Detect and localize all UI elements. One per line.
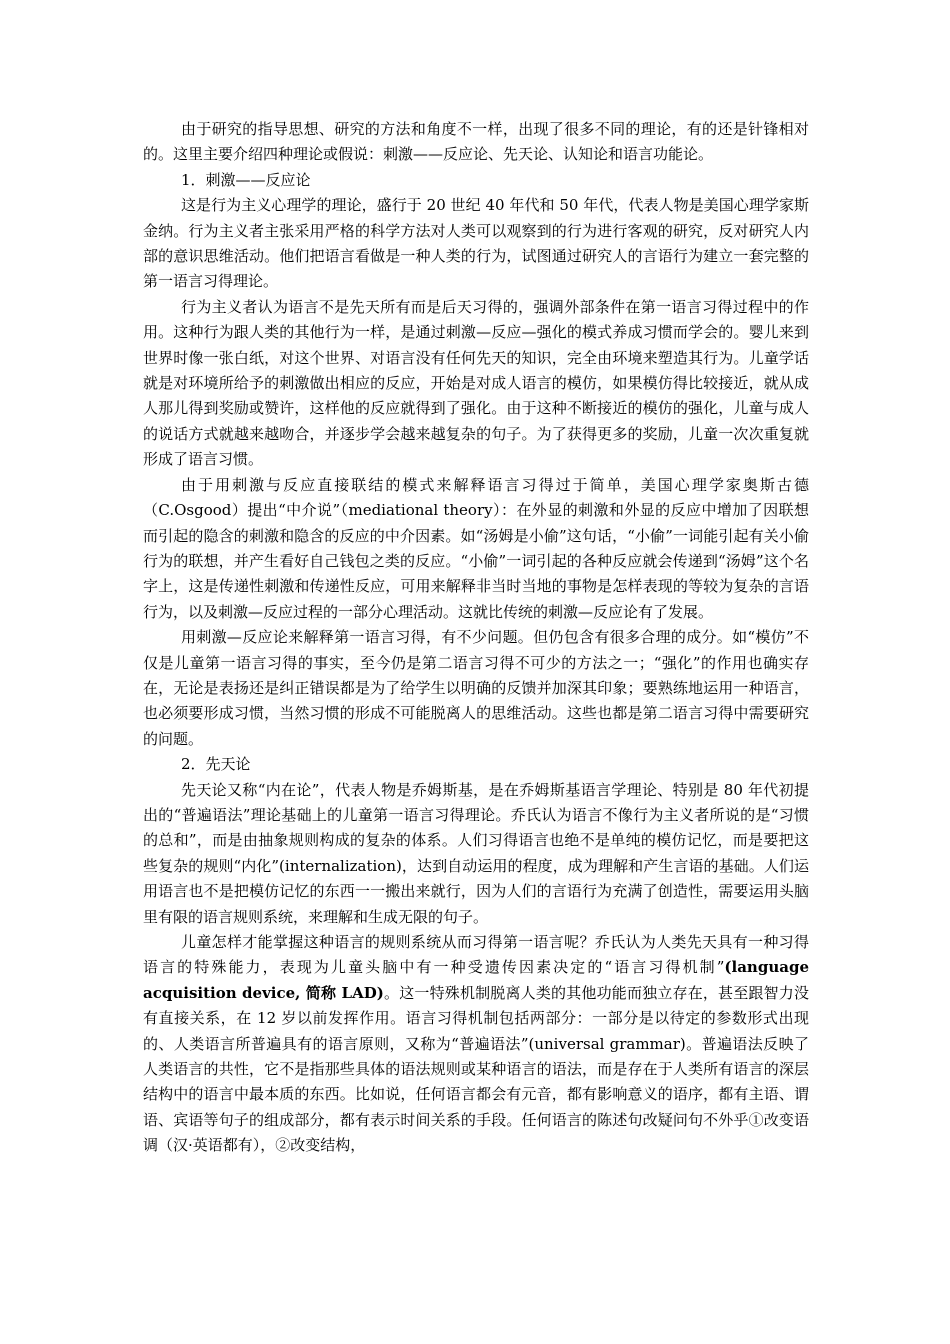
paragraph: 先天论又称“内在论”，代表人物是乔姆斯基，是在乔姆斯基语言学理论、特别是 80 年代初提出的“普遍语法”理论基础上的儿童第一语言习得理论。乔氏认为语言不像行为主义者所说的是“习惯的总和”，而是由抽象规则构成的复杂的体系。人们习得语言也绝不是单纯的模仿记忆，而是要把这些复杂的规则“内化”(internalization)，达到自动运用的程度，成为理解和产生言语的基础。人们运用语言也不是把模仿记忆的东西一一搬出来就行，因为人们的言语行为充满了创造性，需要运用头脑里有限的语言规则系统，来理解和生成无限的句子。 (143, 780, 809, 926)
paragraph-lad-text-rest: 。这一特殊机制脱离人类的其他功能而独立存在，甚至跟智力没有直接关系，在 12 岁以前发挥作用。语言习得机制包括两部分：一部分是以待定的参数形式出现的、人类语言所普遍具有的语言原则，又称为“普遍语法”(universal grammar)。普遍语法反映了人类语言的共性，它不是指那些具体的语法规则或某种语言的语法，而是存在于人类所有语言的深层结构中的语言中最本质的东西。比如说，任何语言都会有元音，都有影响意义的语序，都有主语、谓语、宾语等句子的组成部分，都有表示时间关系的手段。任何语言的陈述句改疑问句不外乎①改变语调（汉·英语都有），②改变结构， (143, 983, 809, 1155)
paragraph: 行为主义者认为语言不是先天所有而是后天习得的，强调外部条件在第一语言习得过程中的作用。这种行为跟人类的其他行为一样，是通过刺激—反应—强化的模式养成习惯而学会的。婴儿来到世界时像一张白纸，对这个世界、对语言没有任何先天的知识，完全由环境来塑造其行为。儿童学话就是对环境所给予的刺激做出相应的反应，开始是对成人语言的模仿，如果模仿得比较接近，就从成人那儿得到奖励或赞许，这样他的反应就得到了强化。由于这种不断接近的模仿的强化，儿童与成人的说话方式就越来越吻合，并逐步学会越来越复杂的句子。为了获得更多的奖励，儿童一次次重复就形成了语言习惯。 (143, 297, 809, 469)
paragraph-lad (143, 930, 809, 1159)
paragraph: 这是行为主义心理学的理论，盛行于 20 世纪 40 年代和 50 年代，代表人物是美国心理学家斯金纳。行为主义者主张采用严格的科学方法对人类可以观察到的行为进行客观的研究，反对研究人内部的意识思维活动。他们把语言看做是一种人类的行为，试图通过研究人的言语行为建立一套完整的第一语言习得理论。 (143, 196, 809, 291)
lad-term-bold: (language acquisition device, 简称 LAD) (143, 958, 809, 1002)
paragraph: 由于用刺激与反应直接联结的模式来解释语言习得过于简单，美国心理学家奥斯古德（C.Osgood）提出“中介说”（mediational theory）：在外显的刺激和外显的反应中增加了因联想而引起的隐含的刺激和隐含的反应的中介因素。如“汤姆是小偷”这句话，“小偷”一词能引起有关小偷行为的联想，并产生看好自己钱包之类的反应。“小偷”一词引起的各种反应就会传递到“汤姆”这个名字上，这是传递性刺激和传递性反应，可用来解释非当时当地的事物是怎样表现的等较为复杂的言语行为，以及刺激—反应过程的一部分心理活动。这就比传统的刺激—反应论有了发展。 (143, 475, 809, 621)
intro-paragraph: 由于研究的指导思想、研究的方法和角度不一样，出现了很多不同的理论，有的还是针锋相对的。这里主要介绍四种理论或假说：刺激——反应论、先天论、认知论和语言功能论。 (143, 120, 809, 164)
paragraph-lad-text-start: 儿童怎样才能掌握这种语言的规则系统从而习得第一语言呢？乔氏认为人类先天具有一种习得语言的特殊能力，表现为儿童头脑中有一种受遗传因素决定的“语言习得机制” (143, 933, 809, 977)
section-heading-stimulus-response: 1．刺激——反应论 (181, 170, 311, 189)
section-heading-innateness: 2．先天论 (181, 755, 251, 774)
document-body (143, 117, 809, 1159)
paragraph: 用刺激—反应论来解释第一语言习得，有不少问题。但仍包含有很多合理的成分。如“模仿”不仅是儿童第一语言习得的事实，至今仍是第二语言习得不可少的方法之一；“强化”的作用也确实存在，无论是表扬还是纠正错误都是为了给学生以明确的反馈并加深其印象；要熟练地运用一种语言，也必须要形成习惯，当然习惯的形成不可能脱离人的思维活动。这些也都是第二语言习得中需要研究的问题。 (143, 628, 809, 748)
